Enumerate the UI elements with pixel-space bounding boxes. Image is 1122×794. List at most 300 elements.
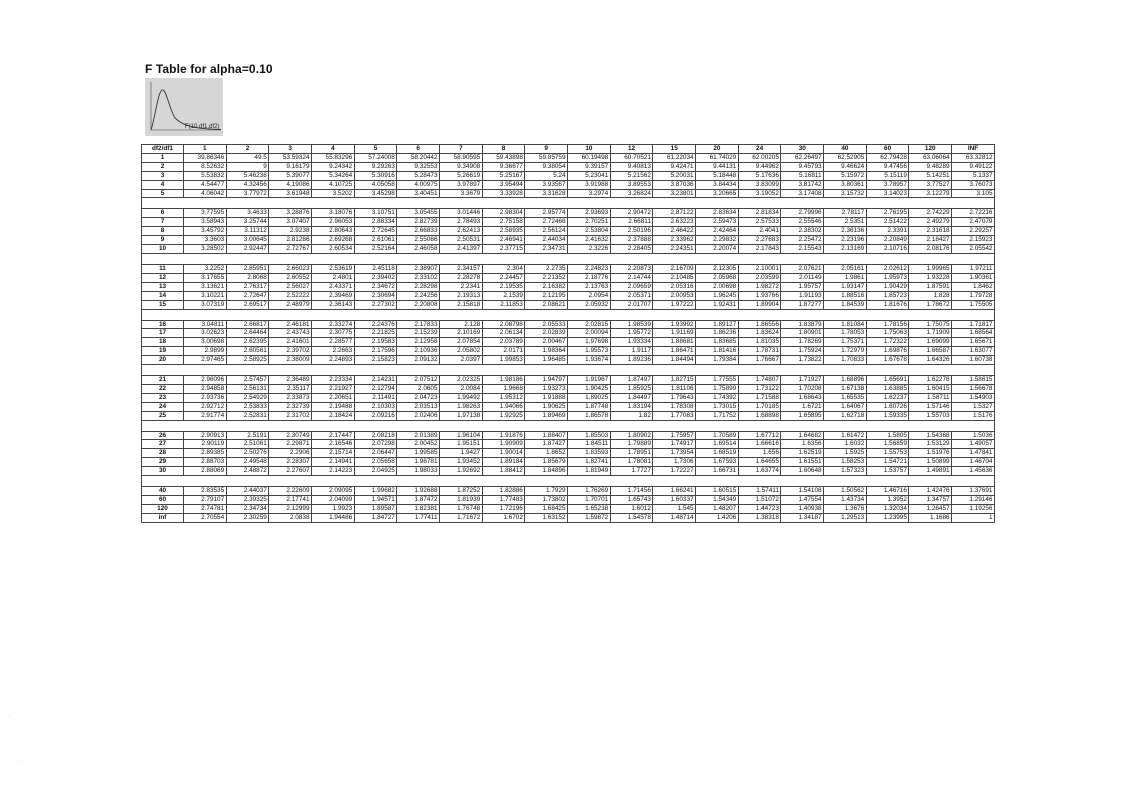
table-cell: 1.5805 (866, 431, 909, 440)
table-cell: 3.07319 (184, 300, 227, 309)
table-cell: 3.83099 (738, 180, 781, 189)
table-cell: 2.88069 (184, 467, 227, 476)
table-cell: 1.89236 (610, 356, 653, 365)
table-row (142, 431, 995, 440)
table-cell: 1.9117 (610, 347, 653, 356)
table-cell: 1.89904 (738, 300, 781, 309)
table-cell: 2.00467 (525, 338, 568, 347)
table-cell: 2.17447 (312, 431, 355, 440)
table-cell: 2.28278 (440, 273, 483, 282)
table-cell: 2.08621 (525, 300, 568, 309)
table-cell: 1.67138 (824, 384, 867, 393)
table-cell: 5.25167 (482, 171, 525, 180)
table-cell: 1.99682 (354, 487, 397, 496)
table-cell: 1.1686 (909, 513, 952, 522)
table-cell: 2.88703 (184, 458, 227, 467)
table-cell: 2.41397 (440, 245, 483, 254)
table-row (142, 320, 995, 329)
table-cell: 1.49891 (909, 467, 952, 476)
table-cell: 3.12279 (909, 189, 952, 198)
table-cell: 2.00698 (696, 282, 739, 291)
table-cell: 2.72216 (952, 209, 995, 218)
table-cell: 1.96245 (696, 291, 739, 300)
table-cell: 1.66731 (696, 467, 739, 476)
table-cell: 1.82381 (397, 504, 440, 513)
table-cell: 2.18424 (312, 411, 355, 420)
table-row (142, 384, 995, 393)
table-cell: 2.39702 (269, 347, 312, 356)
table-cell: 2.08176 (909, 245, 952, 254)
table-row (142, 402, 995, 411)
table-cell: 2.34731 (525, 245, 568, 254)
table-cell: 5.15972 (824, 171, 867, 180)
table-cell: 1.78951 (610, 449, 653, 458)
table-cell: 2.20651 (312, 393, 355, 402)
table-row (142, 449, 995, 458)
table-cell: 2.70251 (568, 218, 611, 227)
table-cell: 3.13621 (184, 282, 227, 291)
table-cell: 3.93567 (525, 180, 568, 189)
table-cell: 1.96104 (440, 431, 483, 440)
table-cell: 62.52905 (824, 153, 867, 162)
table-cell: 3.10751 (354, 209, 397, 218)
table-cell: 1.57146 (909, 402, 952, 411)
table-cell: 58.20442 (397, 153, 440, 162)
table-cell: 2.32739 (269, 402, 312, 411)
table-cell: 1.89184 (482, 458, 525, 467)
table-cell: 2.81286 (269, 236, 312, 245)
table-cell: 49.5 (226, 153, 269, 162)
table-cell: 1.26457 (909, 504, 952, 513)
table-cell: 2.30775 (312, 329, 355, 338)
table-cell: 1.91193 (781, 291, 824, 300)
table-cell: 2.09216 (354, 411, 397, 420)
row-label-df2: 6 (142, 209, 184, 218)
table-cell: 2.02406 (397, 411, 440, 420)
table-cell: 2.56124 (525, 227, 568, 236)
table-row (142, 245, 995, 254)
table-cell: 3.77527 (909, 180, 952, 189)
table-cell: 1.64067 (824, 402, 867, 411)
scan-mark: · (20, 758, 23, 765)
table-cell: 2.85951 (226, 264, 269, 273)
table-cell: 3.77972 (226, 189, 269, 198)
table-cell: 2.05161 (824, 264, 867, 273)
table-cell: 1.54368 (909, 431, 952, 440)
table-cell: 2.14744 (610, 273, 653, 282)
table-cell: 1.60337 (653, 496, 696, 505)
table-cell: 1.73802 (525, 496, 568, 505)
row-label-df2: 4 (142, 180, 184, 189)
table-cell: 63.32812 (952, 153, 995, 162)
table-cell: 1.8652 (525, 449, 568, 458)
table-cell: 1.67712 (738, 431, 781, 440)
table-cell: 2.09095 (312, 487, 355, 496)
table-cell: 1.4206 (696, 513, 739, 522)
table-cell: 2.58925 (226, 356, 269, 365)
table-cell: 2.25472 (781, 236, 824, 245)
table-cell: 1.87427 (525, 440, 568, 449)
table-cell: 2.39402 (354, 273, 397, 282)
table-cell: 2.48979 (269, 300, 312, 309)
table-cell: 1.89469 (525, 411, 568, 420)
table-cell: 1.58711 (909, 393, 952, 402)
table-cell: 2.2735 (525, 264, 568, 273)
table-cell: 2.01389 (397, 431, 440, 440)
table-cell: 5.39077 (269, 171, 312, 180)
table-cell: 53.59324 (269, 153, 312, 162)
table-cell: 2.50196 (610, 227, 653, 236)
table-cell: 1.84539 (824, 300, 867, 309)
row-label-df2: 22 (142, 384, 184, 393)
table-cell: 2.44034 (525, 236, 568, 245)
row-label-df2: 21 (142, 376, 184, 385)
table-cell: 1.8462 (952, 282, 995, 291)
column-header: 60 (866, 145, 909, 154)
table-cell: 1.72227 (653, 467, 696, 476)
table-cell: 2.12794 (354, 384, 397, 393)
table-cell: 2.76195 (866, 209, 909, 218)
table-cell: 2.56131 (226, 384, 269, 393)
table-cell: 1.75899 (696, 384, 739, 393)
table-cell: 2.05533 (525, 320, 568, 329)
table-cell: 2.0838 (269, 513, 312, 522)
table-cell: 2.57533 (738, 218, 781, 227)
table-cell: 62.00205 (738, 153, 781, 162)
table-cell: 1.88412 (482, 467, 525, 476)
table-cell: 2.19535 (482, 282, 525, 291)
spacer-cell (142, 476, 995, 487)
table-cell: 2.12999 (269, 504, 312, 513)
table-cell: 1.98364 (525, 347, 568, 356)
table-cell: 9.39157 (568, 162, 611, 171)
table-cell: 2.62413 (440, 227, 483, 236)
table-cell: 1.75924 (781, 347, 824, 356)
table-cell: 2.8068 (226, 273, 269, 282)
table-cell: 2.01149 (781, 273, 824, 282)
table-cell: 3.4633 (226, 209, 269, 218)
table-cell: 1.3676 (824, 504, 867, 513)
table-cell: 1.62237 (866, 393, 909, 402)
column-header: 12 (610, 145, 653, 154)
table-cell: 2.02612 (866, 264, 909, 273)
table-cell: 1.93228 (909, 273, 952, 282)
table-cell: 1.60726 (866, 402, 909, 411)
table-cell: 1.68896 (824, 376, 867, 385)
table-cell: 2.93736 (184, 393, 227, 402)
table-cell: 2.41632 (568, 236, 611, 245)
table-cell: 1.71752 (696, 411, 739, 420)
table-cell: 1.60648 (781, 467, 824, 476)
table-cell: 1.34757 (909, 496, 952, 505)
table-cell: 2.128 (440, 320, 483, 329)
table-cell: 2.10001 (738, 264, 781, 273)
table-cell: 1.81035 (738, 338, 781, 347)
table-cell: 2.17843 (738, 245, 781, 254)
table-cell: 1.3952 (866, 496, 909, 505)
table-cell: 9.34908 (440, 162, 483, 171)
table-cell: 1.45636 (952, 467, 995, 476)
table-cell: 9.16179 (269, 162, 312, 171)
table-cell: 2.35117 (269, 384, 312, 393)
table-cell: 2.5351 (824, 218, 867, 227)
table-cell: 1.80901 (781, 329, 824, 338)
table-cell: 1.84494 (653, 356, 696, 365)
table-cell: 4.19086 (269, 180, 312, 189)
row-label-df2: 60 (142, 496, 184, 505)
table-cell: 59.85759 (525, 153, 568, 162)
spacer-cell (142, 365, 995, 376)
table-cell: 3.45298 (354, 189, 397, 198)
table-cell: 1.70833 (824, 356, 867, 365)
table-cell: 1.73954 (653, 449, 696, 458)
table-cell: 1.92431 (696, 300, 739, 309)
table-cell: 63.06064 (909, 153, 952, 162)
row-label-df2: 40 (142, 487, 184, 496)
table-cell: 1.64682 (781, 431, 824, 440)
table-cell: 1.79728 (952, 291, 995, 300)
table-cell: 1.93147 (824, 282, 867, 291)
table-cell: 2.38009 (269, 356, 312, 365)
table-cell: 1.83624 (738, 329, 781, 338)
table-cell: 2.62395 (226, 338, 269, 347)
row-label-df2: 12 (142, 273, 184, 282)
table-cell: 2.19313 (440, 291, 483, 300)
table-cell: 1.78156 (866, 320, 909, 329)
table-cell: 2.2341 (440, 282, 483, 291)
table-cell: 1.65895 (781, 411, 824, 420)
table-cell: 1.49057 (952, 440, 995, 449)
table-cell: 1.71927 (781, 376, 824, 385)
table-cell: 1.74807 (738, 376, 781, 385)
table-cell: 2.53619 (312, 264, 355, 273)
table-cell: 3.25744 (226, 218, 269, 227)
table-cell: 1.94066 (482, 402, 525, 411)
table-cell: 2.28307 (269, 458, 312, 467)
table-cell: 1.67678 (866, 356, 909, 365)
table-cell: 1.6012 (610, 504, 653, 513)
table-cell: 2.18776 (568, 273, 611, 282)
table-cell: 2.93693 (568, 209, 611, 218)
table-cell: 2.49548 (226, 458, 269, 467)
table-cell: 3.15732 (824, 189, 867, 198)
table-cell: 1.85503 (568, 431, 611, 440)
table-cell: 5.18448 (696, 171, 739, 180)
table-cell: 2.9238 (269, 227, 312, 236)
table-cell: 1.37691 (952, 487, 995, 496)
table-row (142, 467, 995, 476)
table-cell: 1.78672 (909, 300, 952, 309)
table-cell: 2.10169 (440, 329, 483, 338)
table-cell: 2.46058 (397, 245, 440, 254)
table-cell: 3.91988 (568, 180, 611, 189)
table-cell: 2.34672 (354, 282, 397, 291)
table-cell: 2.36143 (312, 300, 355, 309)
table-cell: 5.15119 (866, 171, 909, 180)
table-cell: 1.828 (909, 291, 952, 300)
table-cell: 3.20665 (696, 189, 739, 198)
table-cell: 2.16382 (525, 282, 568, 291)
table-cell: 2.46422 (653, 227, 696, 236)
table-cell: 2.10936 (397, 347, 440, 356)
table-cell: 1.32034 (866, 504, 909, 513)
table-cell: 2.19488 (312, 402, 355, 411)
table-cell: 1.58253 (824, 458, 867, 467)
table-cell: 1.98781 (397, 458, 440, 467)
table-cell: 5.14251 (909, 171, 952, 180)
table-row (142, 393, 995, 402)
table-cell: 2.72645 (354, 227, 397, 236)
corner-label: df2/df1 (142, 145, 184, 154)
table-cell: 3.00698 (184, 338, 227, 347)
table-cell: 1.84497 (610, 393, 653, 402)
table-cell: 2.304 (482, 264, 525, 273)
table-cell: 1.99585 (397, 449, 440, 458)
table-cell: 1.75075 (909, 320, 952, 329)
row-label-df2: 29 (142, 458, 184, 467)
thumbnail-label: F(10,df1,df2) (185, 124, 220, 130)
table-cell: 1.47554 (781, 496, 824, 505)
table-cell: 1.94571 (354, 496, 397, 505)
table-cell: 1.59872 (568, 513, 611, 522)
table-cell: 1.62278 (909, 376, 952, 385)
row-label-df2: 23 (142, 393, 184, 402)
table-cell: 5.16811 (781, 171, 824, 180)
row-label-df2: 26 (142, 431, 184, 440)
table-cell: 1.98263 (440, 402, 483, 411)
table-cell: 1.56859 (866, 440, 909, 449)
table-cell: 2.09659 (610, 282, 653, 291)
table-cell: 2.33102 (397, 273, 440, 282)
table-cell: 2.0171 (482, 347, 525, 356)
table-cell: 1.94486 (312, 513, 355, 522)
table-row (142, 496, 995, 505)
table-cell: 1.74917 (653, 440, 696, 449)
table-cell: 1.23995 (866, 513, 909, 522)
table-cell: 1.83194 (610, 402, 653, 411)
table-cell: 1.5925 (824, 449, 867, 458)
spacer-cell (142, 420, 995, 431)
table-cell: 1.72322 (866, 338, 909, 347)
table-cell: 2.05658 (354, 458, 397, 467)
spacer-cell (142, 198, 995, 209)
table-cell: 2.18427 (909, 236, 952, 245)
table-cell: 1.73122 (738, 384, 781, 393)
table-cell: 3.5202 (312, 189, 355, 198)
table-cell: 2.30749 (269, 431, 312, 440)
table-cell: 1.50562 (824, 487, 867, 496)
table-cell: 2.06447 (354, 449, 397, 458)
table-cell: 3.97897 (440, 180, 483, 189)
table-cell: 1.7727 (610, 467, 653, 476)
row-label-df2: 5 (142, 189, 184, 198)
table-cell: 1.44723 (738, 504, 781, 513)
table-cell: 62.79428 (866, 153, 909, 162)
table-cell: 60.19498 (568, 153, 611, 162)
table-cell: 3.17655 (184, 273, 227, 282)
table-cell: 2.95774 (525, 209, 568, 218)
row-label-df2: 14 (142, 291, 184, 300)
table-cell: 2.19583 (354, 338, 397, 347)
table-row (142, 264, 995, 273)
table-cell: 2.15818 (440, 300, 483, 309)
table-cell: 2.53833 (226, 402, 269, 411)
row-label-df2: 19 (142, 347, 184, 356)
table-cell: 1.89587 (354, 504, 397, 513)
table-cell: 1.84896 (525, 467, 568, 476)
table-cell: 1.87252 (440, 487, 483, 496)
table-cell: 2.72468 (525, 218, 568, 227)
table-cell: 2.06134 (482, 329, 525, 338)
table-cell: 3.26824 (610, 189, 653, 198)
table-cell: 5.46238 (226, 171, 269, 180)
row-label-df2: 30 (142, 467, 184, 476)
table-cell: 1.90909 (482, 440, 525, 449)
table-row (142, 218, 995, 227)
table-cell: 1.68898 (738, 411, 781, 420)
table-cell: 2.69517 (226, 300, 269, 309)
table-cell: 1.86578 (568, 411, 611, 420)
table-cell: 2.27683 (738, 236, 781, 245)
table-cell: 1.91876 (482, 431, 525, 440)
table-cell: 3.3679 (440, 189, 483, 198)
table-cell: 2.14223 (312, 467, 355, 476)
column-header: 2 (226, 145, 269, 154)
table-cell: 1.98272 (738, 282, 781, 291)
table-cell: 4.10725 (312, 180, 355, 189)
table-cell: 9.44962 (738, 162, 781, 171)
table-cell: 2.29871 (269, 440, 312, 449)
table-cell: 1.54349 (696, 496, 739, 505)
table-cell: 2.03599 (738, 273, 781, 282)
table-cell: 9.36677 (482, 162, 525, 171)
table-cell: 2.78493 (440, 218, 483, 227)
table-cell: 2.45118 (354, 264, 397, 273)
column-header: 40 (824, 145, 867, 154)
table-cell: 2.55086 (397, 236, 440, 245)
table-row (142, 209, 995, 218)
table-cell: 1 (952, 513, 995, 522)
row-label-df2: 10 (142, 245, 184, 254)
table-cell: 1.87277 (781, 300, 824, 309)
table-cell: 2.96096 (184, 376, 227, 385)
table-cell: 1.63152 (525, 513, 568, 522)
table-cell: 1.66587 (909, 347, 952, 356)
table-cell: 2.13763 (568, 282, 611, 291)
table-cell: 2.34734 (226, 504, 269, 513)
table-cell: 1.79889 (610, 440, 653, 449)
table-cell: 1.76667 (738, 356, 781, 365)
row-label-df2: 120 (142, 504, 184, 513)
table-cell: 1.63885 (866, 384, 909, 393)
table-row (142, 300, 995, 309)
table-cell: 1.71672 (440, 513, 483, 522)
table-cell: 2.28405 (610, 245, 653, 254)
column-header: 4 (312, 145, 355, 154)
table-cell: 1.65671 (952, 338, 995, 347)
table-cell: 2.30694 (354, 291, 397, 300)
table-row (142, 282, 995, 291)
table-cell: 2.98304 (482, 209, 525, 218)
table-cell: 2.36489 (269, 376, 312, 385)
table-cell: 3.18076 (312, 209, 355, 218)
table-cell: 2.02325 (440, 376, 483, 385)
table-cell: 2.05932 (568, 300, 611, 309)
table-cell: 2.31618 (909, 227, 952, 236)
table-row (142, 513, 995, 522)
table-cell: 1.73822 (781, 356, 824, 365)
table-cell: 1.9668 (482, 384, 525, 393)
